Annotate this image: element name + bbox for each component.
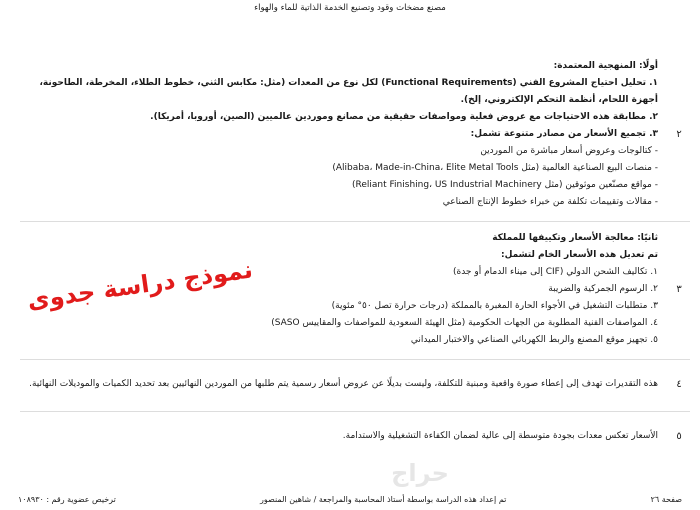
list-item: ٢. مطابقة هذه الاحتياجات مع عروض فعلية ومواصفات حقيقية من مصانع وموردين عالميين (الصين، أوروبا، أمريكا). — [150, 112, 658, 122]
note-text: الأسعار تعكس معدات بجودة متوسطة إلى عالية لضمان الكفاءة التشغيلية والاستدامة. — [342, 431, 658, 441]
row-number: ٤ — [676, 379, 682, 390]
methodology-section — [15, 58, 658, 211]
row-number: ٣ — [676, 284, 682, 295]
prepared-by: تم إعداد هذه الدراسة بواسطة أستاذ المحاسبة والمراجعة / شاهين المنصور — [260, 495, 507, 504]
row-number: ٢ — [676, 129, 682, 140]
license-number: ترخيص عضوية رقم : ١٠٨٩٣٠ — [18, 495, 116, 504]
bullet-item: - كتالوجات وعروض أسعار مباشرة من الموردين — [480, 146, 658, 156]
divider — [20, 411, 690, 412]
haraj-logo: حراج — [391, 459, 449, 487]
bullet-item: - مقالات وتقييمات تكلفة من خبراء خطوط الإنتاج الصناعي — [442, 197, 658, 207]
divider — [20, 359, 690, 360]
list-item: ٣. متطلبات التشغيل في الأجواء الحارة المغبرة بالمملكة (درجات حرارة تصل ٥٠° مئوية) — [331, 301, 658, 311]
section-heading: ثانيًا: معالجة الأسعار وتكييفها للمملكة — [492, 233, 658, 243]
list-item: ٥. تجهيز موقع المصنع والربط الكهربائي الصناعي والاختبار الميداني — [410, 335, 658, 345]
section-subheading: تم تعديل هذه الأسعار الخام لتشمل: — [500, 250, 658, 260]
list-item: ١. تحليل احتياج المشروع الفني (Functional Requirements) لكل نوع من المعدات (مثل: مكابس الثني، خطوط الطلاء، المخرطة، الطاحونة، أجهزة اللحام، أنظمة التحكم الإلكتروني، إلخ). — [39, 78, 658, 105]
section-heading: أولًا: المنهجية المعتمدة: — [553, 61, 658, 71]
note-text: هذه التقديرات تهدف إلى إعطاء صورة واقعية ومبنية للتكلفة، وليست بديلًا عن عروض أسعار رسمية يتم طلبها من الموردين النهائيين بعد تحديد الكميات والموديلات النهائية. — [29, 379, 658, 389]
document-header: مصنع مضخات وقود وتصنيع الخدمة الذاتية للماء والهواء — [254, 3, 446, 13]
page-number: صفحة ٢٦ — [650, 495, 682, 504]
note-row — [0, 368, 700, 401]
footer — [0, 493, 700, 510]
divider — [20, 221, 690, 222]
bullet-item: - مواقع مصنّعين موثوقين (مثل Reliant Finishing، US Industrial Machinery) — [352, 180, 658, 190]
list-item: ٣. تجميع الأسعار من مصادر متنوعة تشمل: — [470, 129, 658, 139]
methodology-row — [0, 58, 700, 211]
note-row — [0, 420, 700, 453]
list-item: ١. تكاليف الشحن الدولي (CIF إلى ميناء الدمام أو جدة) — [452, 267, 658, 277]
price-processing-row — [0, 230, 700, 349]
list-item: ٤. المواصفات الفنية المطلوبة من الجهات الحكومية (مثل الهيئة السعودية للمواصفات والمقاييس SASO) — [271, 318, 658, 328]
bullet-item: - منصات البيع الصناعية العالمية (مثل Alibaba، Made-in-China، Elite Metal Tools) — [332, 163, 658, 173]
row-number: ٥ — [676, 431, 682, 442]
list-item: ٢. الرسوم الجمركية والضريبة — [548, 284, 658, 294]
watermark: نموذج دراسة جدوى — [25, 255, 255, 315]
